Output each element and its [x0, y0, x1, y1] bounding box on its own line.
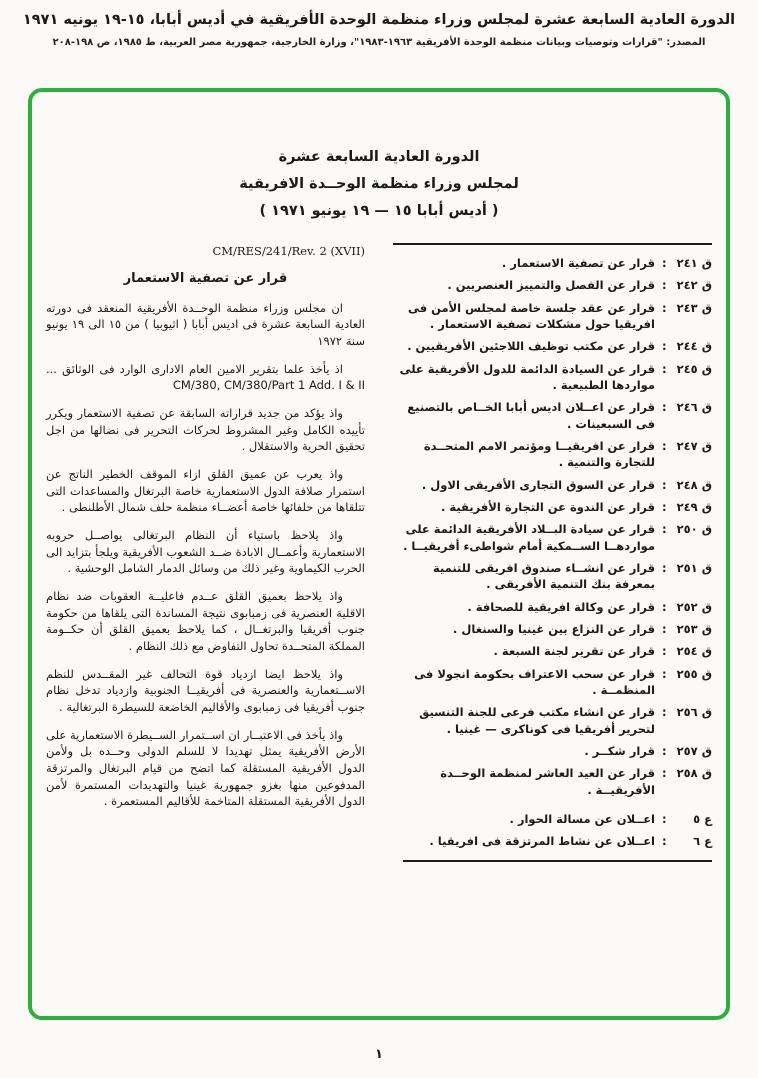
resolution-text: قرار عن وكالة افريقية للصحافة . — [467, 599, 655, 614]
declaration-item — [393, 833, 712, 849]
resolution-number — [662, 255, 712, 271]
resolution-item — [393, 399, 712, 432]
article-paragraph: واذ يلاحظ باستياء أن النظام البرتغالى يواصــل حروبه الاستعمارية وأعمــال الابادة ضــد الشعوب الأفريقية ويلجأ بتزايد الى الحرب الكيماوية وغير ذلك من وسائل الدمار الشامل الوحشية . — [46, 528, 365, 576]
resolution-separator: : — [662, 278, 667, 293]
resolution-number — [662, 666, 712, 699]
resolution-text: قرار عن افريقيــا ومؤتمر الامم المتحــدة للتجارة والتنمية . — [423, 438, 655, 470]
resolution-separator: : — [662, 644, 667, 659]
resolution-number — [662, 765, 712, 798]
resolution-code: ق ٢٥٦ — [676, 705, 712, 720]
declaration-code: ع ٥ — [693, 811, 712, 826]
resolution-item — [393, 765, 712, 798]
resolution-number — [662, 643, 712, 659]
resolution-separator: : — [662, 766, 667, 781]
resolution-separator: : — [662, 300, 667, 315]
resolution-text: قرار عن تقرير لجنة السبعة . — [493, 644, 655, 659]
article-paragraph: واذ يؤكد من جديد قراراته السابقة عن تصفية الاستعمار ويكرر تأييده الكامل وغير المشروط لحركات التحرير فى نضالها من اجل تحقيق الحرية والاستقلال . — [46, 406, 365, 454]
page-header-title: الدورة العادية السابعة عشرة لمجلس وزراء منظمة الوحدة الأفريقية في أديس أبابا، ١٥-١٩ يونيه ١٩٧١ — [22, 12, 736, 28]
declaration-text: اعــلان عن نشاط المرتزقة فى افريقيا . — [429, 834, 655, 849]
resolutions-index-column — [393, 243, 712, 862]
resolution-item — [393, 277, 712, 293]
resolution-code: ق ٢٥٠ — [676, 522, 712, 537]
source-line: المصدر: "قرارات وتوصيات وبيانات منظمة الوحدة الأفريقية ١٩٦٣-١٩٨٣"، وزارة الخارجية، جمهورية مصر العربية، ط ١٩٨٥، ص ١٩٨-٢٠٨ — [52, 37, 706, 48]
resolution-number — [662, 361, 712, 394]
resolution-number — [662, 599, 712, 615]
resolution-item — [393, 477, 712, 493]
declaration-number — [662, 833, 712, 849]
article-paragraph: اذ يأخذ علما بتقرير الامين العام الادارى الوارد فى الوثائق ... CM/380, CM/380/Part 1 Add. I & II — [46, 361, 365, 393]
resolution-item — [393, 255, 712, 271]
resolution-code: ق ٢٤٨ — [676, 477, 712, 492]
resolution-code: ق ٢٤٥ — [676, 361, 712, 376]
resolution-text: قرار شكــر . — [584, 743, 655, 758]
resolution-separator: : — [662, 361, 667, 376]
resolution-item — [393, 643, 712, 659]
resolution-text: قرار عن العيد العاشر لمنظمة الوحــدة الأفريقيــة . — [440, 766, 655, 797]
article-paragraph: واذ يلاحظ ايضا ازدياد قوة التحالف غير المقــدس للنظم الاســتعمارية والعنصرية فى أفريقيــا الجنوبية وازدياد تدخل نظام جنوب أفريقيا فى زمبابوى والأقاليم الخاضعة للسيطرة البرتغالية . — [46, 666, 365, 715]
resolution-article-column — [46, 243, 365, 862]
article-paragraph: واذ يأخذ فى الاعتبــار ان اســتمرار الســيطرة الاستعمارية على الأرض الأفريقية يمثل تهديدا لا للسلم الدولى وحــده بل ولأمن الدول الأفريقية المستقلة كما اتضح من قيام البرتغال والمرتزقة المدفوعين منها بغزو جمهورية غينيا والتهديدات المستمرة لأمن الدول الأفريقية المستقلة المتاخمة للأقاليم المستعمرة . — [46, 727, 365, 809]
resolution-separator: : — [662, 339, 667, 354]
resolution-separator: : — [662, 522, 667, 537]
declaration-number — [662, 811, 712, 827]
resolution-code: ق ٢٥٨ — [676, 766, 712, 781]
resolution-separator: : — [662, 256, 667, 270]
article-paragraph: واذ يعرب عن عميق القلق ازاء الموقف الخطير الناتج عن استمرار صلافة الدول الاستعمارية خاصة البرتغال والمساعدات التى تتلقاها من حلفائها خاصة أعضــاء منظمة حلف شمال الأطلنطى . — [46, 467, 365, 515]
declaration-code: ع ٦ — [693, 834, 712, 849]
resolution-separator: : — [662, 560, 667, 575]
resolution-item — [393, 361, 712, 394]
resolution-number — [662, 438, 712, 471]
resolution-item — [393, 438, 712, 471]
resolution-number — [662, 743, 712, 759]
resolution-text: قرار عن اعــلان اديس أبابا الخــاص بالتصنيع فى السبعينات . — [407, 400, 655, 431]
resolution-code: ق ٢٤٣ — [676, 300, 712, 315]
resolution-text: قرار عن انشاء مكتب فرعى للجنة التنسيق لتحرير أفريقيا فى كوناكرى — غينيا . — [419, 705, 655, 736]
index-bottom-divider — [403, 860, 712, 862]
resolution-text: قرار عن السيادة الدائمة للدول الأفريقية على مواردها الطبيعية . — [399, 361, 655, 392]
resolution-text: قرار عن عقد جلسة خاصة لمجلس الأمن فى افريقيا حول مشكلات تصفية الاستعمار . — [407, 300, 655, 331]
resolution-number — [662, 338, 712, 354]
resolution-item — [393, 599, 712, 615]
page-number: ١ — [375, 1047, 383, 1062]
resolution-code: ق ٢٥٣ — [676, 621, 712, 636]
resolution-code: ق ٢٥٢ — [676, 599, 712, 614]
article-paragraph: واذ يلاحظ بعميق القلق عــدم فاعليــة العقوبات ضد نظام الاقلية العنصرية فى زمبابوى نتيجة المساندة التى يلقاها من حكومة جنوب أفريقيا والبرتغــال ، كما يلاحظ بعميق القلق أن حكــومة المملكة المتحــدة تحاول التفاوض مع ذلك النظام . — [46, 589, 365, 654]
resolution-item — [393, 743, 712, 759]
resolution-separator: : — [662, 834, 667, 849]
resolution-separator: : — [662, 477, 667, 492]
resolution-item — [393, 338, 712, 354]
resolution-text: قرار عن مكتب توظيف اللاجئين الأفريقيين . — [407, 339, 655, 354]
resolution-separator: : — [662, 400, 667, 415]
resolution-code: ق ٢٤١ — [676, 256, 712, 270]
resolution-text: قرار عن الندوة عن التجارة الأفريقية . — [440, 499, 655, 514]
resolution-item — [393, 560, 712, 593]
resolution-number — [662, 399, 712, 432]
resolution-text: قرار عن السوق التجارى الأفريقى الاول . — [421, 477, 655, 492]
resolution-code: ق ٢٤٢ — [676, 278, 712, 293]
resolution-number — [662, 521, 712, 554]
resolution-item — [393, 300, 712, 333]
document-title-line-1: الدورة العادية السابعة عشرة — [278, 149, 480, 165]
resolution-number — [662, 621, 712, 637]
declaration-item — [393, 811, 712, 827]
declaration-text: اعــلان عن مسالة الحوار . — [509, 811, 655, 826]
resolution-code: ق ٢٤٧ — [676, 438, 712, 453]
resolution-number — [662, 477, 712, 493]
resolution-text: قرار عن الفصل والتمييز العنصريين . — [447, 278, 655, 293]
resolution-separator: : — [662, 499, 667, 514]
index-top-divider — [393, 243, 712, 245]
resolution-separator: : — [662, 666, 667, 681]
article-paragraph: ان مجلس وزراء منظمة الوحــدة الأفريقية المنعقد فى دورته العادية السابعة عشرة فى اديس أبابا ( اثيوبيا ) من ١٥ الى ١٩ يونيو سنة ١٩٧٢ — [46, 300, 365, 349]
document-frame — [28, 88, 730, 1020]
resolution-number — [662, 300, 712, 333]
resolution-number — [662, 499, 712, 515]
resolution-separator: : — [662, 599, 667, 614]
resolution-separator: : — [662, 743, 667, 758]
document-title-block — [44, 149, 714, 219]
resolution-text: قرار عن سيادة البــلاد الأفريقية الدائمة على مواردهــا الســمكية أمام شواطىء أفريقيــا . — [403, 522, 655, 553]
document-title-line-3: ( أديس أبابا ١٥ — ١٩ يونيو ١٩٧١ ) — [259, 203, 499, 219]
resolution-item — [393, 521, 712, 554]
two-column-body — [44, 243, 714, 862]
resolution-separator: : — [662, 705, 667, 720]
resolution-item — [393, 704, 712, 737]
resolution-item — [393, 499, 712, 515]
document-title-line-2: لمجلس وزراء منظمة الوحــدة الافريقية — [239, 176, 519, 192]
resolution-number — [662, 560, 712, 593]
resolution-separator: : — [662, 811, 667, 826]
resolution-item — [393, 621, 712, 637]
resolution-item — [393, 666, 712, 699]
resolution-text: قرار عن النزاع بين غينيا والسنغال . — [453, 621, 655, 636]
resolution-code: ق ٢٥٧ — [676, 743, 712, 758]
page-header — [0, 0, 758, 48]
resolution-separator: : — [662, 438, 667, 453]
resolution-code: ق ٢٥٤ — [676, 644, 712, 659]
document-reference: CM/RES/241/Rev. 2 (XVII) — [212, 244, 365, 258]
resolution-text: قرار عن انشــاء صندوق افريقى للتنمية بمعرفة بنك التنمية الأفريقى . — [432, 560, 655, 592]
resolution-text: قرار عن تصفية الاستعمار . — [501, 256, 655, 270]
article-heading: قرار عن تصفية الاستعمار — [123, 270, 288, 286]
document-frame-inner — [32, 92, 726, 1016]
resolution-code: ق ٢٤٦ — [676, 400, 712, 415]
resolution-code: ق ٢٥١ — [676, 560, 712, 575]
resolution-number — [662, 704, 712, 737]
resolution-separator: : — [662, 621, 667, 636]
resolution-code: ق ٢٤٤ — [676, 339, 712, 354]
resolution-number — [662, 277, 712, 293]
resolution-code: ق ٢٤٩ — [676, 499, 712, 514]
resolution-code: ق ٢٥٥ — [676, 666, 712, 681]
resolution-text: قرار عن سحب الاعتراف بحكومة انجولا فى المنظمــة . — [414, 666, 655, 697]
